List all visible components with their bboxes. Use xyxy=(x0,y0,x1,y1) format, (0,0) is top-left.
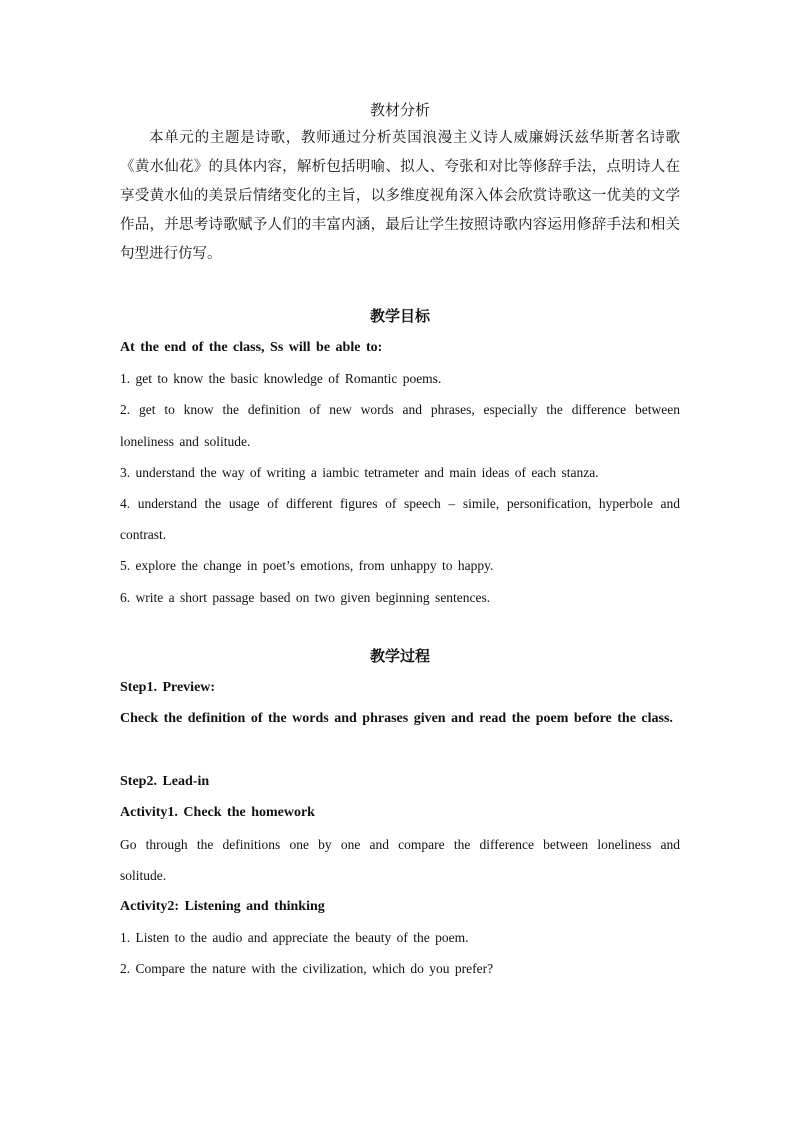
objective-item-2: 2. get to know the definition of new words and phrases, especially the difference between loneliness and solitude. xyxy=(120,402,680,449)
objective-item-1: 1. get to know the basic knowledge of Romantic poems. xyxy=(120,371,442,387)
document-page xyxy=(120,98,680,985)
objectives-heading: 教学目标 xyxy=(369,307,430,325)
activity1-title: Activity1. Check the homework xyxy=(120,805,315,821)
step1-title: Step1. Preview: xyxy=(120,679,216,695)
activity2-item-2: 2. Compare the nature with the civilization, which do you prefer? xyxy=(120,961,494,977)
activity1-text: Go through the definitions one by one and compare the difference between loneliness and solitude. xyxy=(120,836,680,883)
objectives-intro: At the end of the class, Ss will be able to: xyxy=(120,340,383,355)
step2-title: Step2. Lead-in xyxy=(120,774,210,790)
objective-item-4: 4. understand the usage of different figures of speech – simile, personification, hyperbole and contrast. xyxy=(120,496,680,543)
activity2-item-1: 1. Listen to the audio and appreciate the beauty of the poem. xyxy=(120,930,469,946)
objective-item-3: 3. understand the way of writing a iambic tetrameter and main ideas of each stanza. xyxy=(120,464,599,480)
spacer xyxy=(120,613,680,641)
process-heading: 教学过程 xyxy=(369,646,430,665)
objective-item-5: 5. explore the change in poet’s emotions, from unhappy to happy. xyxy=(120,558,494,574)
spacer xyxy=(120,269,680,301)
step1-text: Check the definition of the words and phrases given and read the poem before the class. xyxy=(120,711,673,727)
objective-item-6: 6. write a short passage based on two given beginning sentences. xyxy=(120,589,491,605)
analysis-paragraph: 本单元的主题是诗歌，教师通过分析英国浪漫主义诗人威廉姆沃兹华斯著名诗歌《黄水仙花》的具体内容，解析包括明喻、拟人、夸张和对比等修辞手法，点明诗人在享受黄水仙的美景后情绪变化的主旨，以多维度视角深入体会欣赏诗歌这一优美的文学作品，并思考诗歌赋予人们的丰富内涵，最后让学生按照诗歌内容运用修辞手法和相关句型进行仿写。 xyxy=(120,130,680,262)
activity2-title: Activity2: Listening and thinking xyxy=(120,899,325,915)
spacer xyxy=(120,734,680,766)
analysis-title: 教材分析 xyxy=(369,103,430,119)
